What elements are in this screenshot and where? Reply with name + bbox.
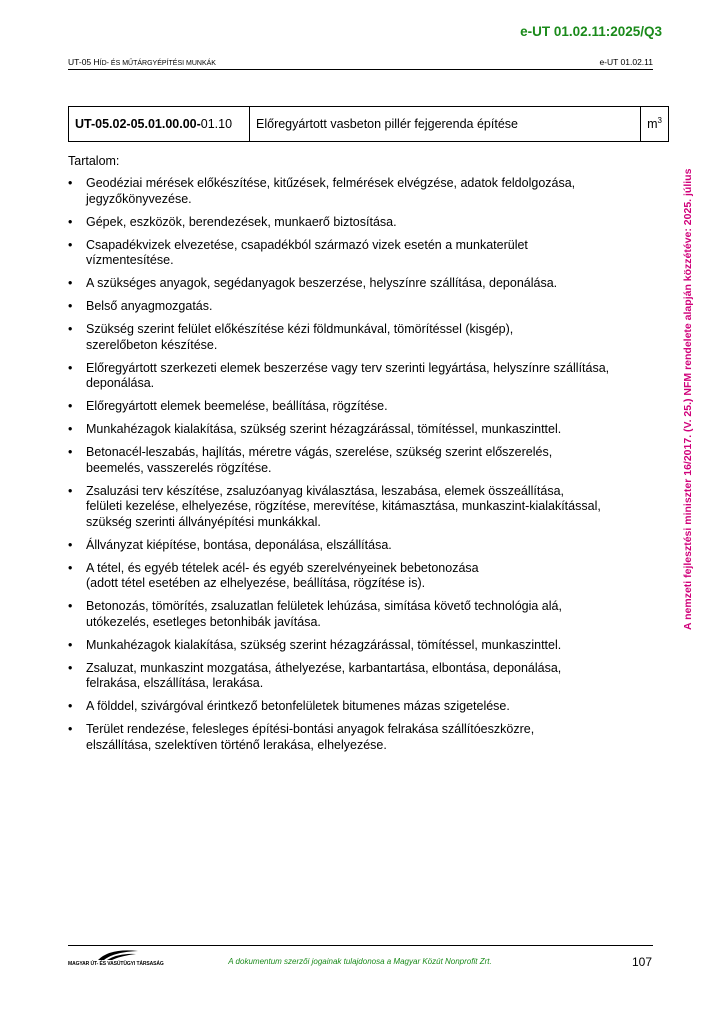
- list-item-line: Zsaluzat, munkaszint mozgatása, áthelyezése, karbantartása, elbontása, deponálása,: [86, 660, 562, 675]
- list-item: [68, 445, 653, 476]
- list-item: [68, 661, 653, 692]
- list-item-line: Belső anyagmozgatás.: [86, 299, 213, 313]
- list-item-line: elszállítása, szelektíven történő lerakása, elhelyezése.: [86, 737, 387, 752]
- item-code-suffix: 01.10: [200, 117, 233, 131]
- list-item: [68, 422, 653, 438]
- list-item-line: A földdel, szivárgóval érintkező betonfelületek bitumenes mázas szigetelése.: [86, 699, 510, 713]
- publication-side-note: A nemzeti fejlesztési miniszter 16/2017. (V. 25.) NFM rendelete alapján közzétéve: 2025. július: [682, 168, 694, 630]
- page-number: 107: [631, 955, 652, 969]
- bullet-icon: •: [68, 599, 73, 613]
- list-item: [68, 561, 653, 592]
- bullet-icon: •: [68, 660, 73, 675]
- chapter-title-main: UT-05 H: [68, 57, 100, 67]
- item-code-bold: UT-05.02-05.01.00.00-: [75, 117, 201, 131]
- item-title: Előregyártott vasbeton pillér fejgerenda építése: [250, 107, 641, 142]
- content-label: Tartalom:: [68, 154, 120, 168]
- list-item: [68, 722, 653, 753]
- list-item-line: Betonacél-leszabás, hajlítás, méretre vágás, szerelése, szükség szerint előszerelés,: [86, 445, 553, 459]
- list-item-line: Előregyártott elemek beemelése, beállítása, rögzítése.: [86, 399, 388, 413]
- bullet-icon: •: [68, 445, 73, 459]
- bullet-icon: •: [68, 176, 73, 190]
- footer-divider: [68, 945, 653, 946]
- list-item-line: felrakása, elszállítása, lerakása.: [86, 676, 264, 690]
- list-item: [68, 299, 653, 315]
- chapter-title: [68, 57, 216, 67]
- bullet-icon: •: [68, 722, 73, 736]
- list-item-line: Előregyártott szerkezeti elemek beszerzése vagy terv szerinti legyártása, helyszínre szállítása,: [86, 360, 610, 375]
- unit-base: m: [647, 117, 658, 132]
- document-code: e-UT 01.02.11:2025/Q3: [520, 24, 662, 39]
- bullet-icon: •: [68, 537, 73, 552]
- list-item-line: utókezelés, esetleges betonhibák javítása.: [86, 614, 321, 629]
- item-unit: [641, 107, 669, 142]
- running-header: [68, 55, 653, 70]
- list-item: [68, 699, 653, 715]
- bullet-icon: •: [68, 237, 73, 252]
- list-item-line: vízmentesítése.: [86, 253, 174, 267]
- list-item-line: szerelőbeton készítése.: [86, 337, 218, 352]
- list-item: [68, 215, 653, 231]
- list-item: [68, 599, 653, 630]
- list-item: [68, 399, 653, 415]
- list-item-line: A tétel, és egyéb tételek acél- és egyéb szerelvényeinek bebetonozása: [86, 560, 479, 575]
- bullet-icon: •: [68, 483, 73, 498]
- bullet-icon: •: [68, 637, 73, 652]
- list-item-line: szükség szerinti állványépítési munkákkal.: [86, 514, 321, 529]
- bullet-icon: •: [68, 276, 73, 290]
- chapter-title-smallcaps: ÍD- ÉS MŰTÁRGYÉPÍTÉSI MUNKÁK: [99, 60, 216, 67]
- content-list: [68, 176, 653, 761]
- bullet-icon: •: [68, 422, 73, 436]
- list-item-line: A szükséges anyagok, segédanyagok beszerzése, helyszínre szállítása, deponálása.: [86, 276, 558, 290]
- list-item: [68, 322, 653, 353]
- bullet-icon: •: [68, 699, 73, 713]
- unit-exponent: 3: [657, 116, 662, 126]
- list-item-line: Betonozás, tömörítés, zsaluzatlan felületek lehúzása, simítása követő technológia alá,: [86, 599, 562, 613]
- list-item-line: deponálása.: [86, 376, 155, 390]
- bullet-icon: •: [68, 299, 73, 313]
- list-item-line: Munkahézagok kialakítása, szükség szerint hézagzárással, tömítéssel, munkaszinttel.: [86, 637, 562, 652]
- item-table: [68, 106, 669, 142]
- list-item: [68, 638, 653, 654]
- bullet-icon: •: [68, 560, 73, 575]
- list-item-line: Zsaluzási terv készítése, zsaluzóanyag kiválasztása, leszabása, elemek összeállítása,: [86, 483, 565, 498]
- list-item-line: (adott tétel esetében az elhelyezése, beállítása, rögzítése is).: [86, 576, 426, 590]
- bullet-icon: •: [68, 322, 73, 336]
- list-item-line: Geodéziai mérések előkészítése, kitűzések, felmérések elvégzése, adatok feldolgozása,: [86, 176, 576, 190]
- list-item-line: Munkahézagok kialakítása, szükség szerint hézagzárással, tömítéssel, munkaszinttel.: [86, 422, 562, 436]
- list-item-line: Állványzat kiépítése, bontása, deponálása, elszállítása.: [86, 537, 392, 552]
- list-item: [68, 276, 653, 292]
- list-item-line: jegyzőkönyvezése.: [86, 191, 192, 206]
- list-item-line: Terület rendezése, felesleges építési-bontási anyagok felrakása szállítóeszközre,: [86, 722, 535, 736]
- logo-text: MAGYAR ÚT- ÉS VASÚTÜGYI TÁRSASÁG: [68, 961, 164, 967]
- list-item-line: Szükség szerint felület előkészítése kézi földmunkával, tömörítéssel (kisgép),: [86, 322, 514, 336]
- list-item: [68, 176, 653, 207]
- list-item: [68, 238, 653, 269]
- list-item-line: felületi kezelése, elhelyezése, rögzítése, merevítése, kitámasztása, munkaszint-kialakítással,: [86, 499, 601, 513]
- list-item-line: Csapadékvizek elvezetése, csapadékból származó vizek esetén a munkaterület: [86, 237, 528, 252]
- copyright-notice: A dokumentum szerzői jogainak tulajdonosa a Magyar Közút Nonprofit Zrt.: [228, 957, 492, 966]
- item-row: [69, 107, 669, 142]
- bullet-icon: •: [68, 399, 73, 413]
- header-doc-ref: e-UT 01.02.11: [599, 57, 653, 67]
- item-code: [69, 107, 250, 142]
- bullet-icon: •: [68, 214, 73, 229]
- list-item-line: beemelés, vasszerelés rögzítése.: [86, 460, 272, 475]
- list-item: [68, 484, 653, 531]
- list-item-line: Gépek, eszközök, berendezések, munkaerő biztosítása.: [86, 214, 397, 229]
- list-item: [68, 538, 653, 554]
- list-item: [68, 361, 653, 392]
- bullet-icon: •: [68, 360, 73, 375]
